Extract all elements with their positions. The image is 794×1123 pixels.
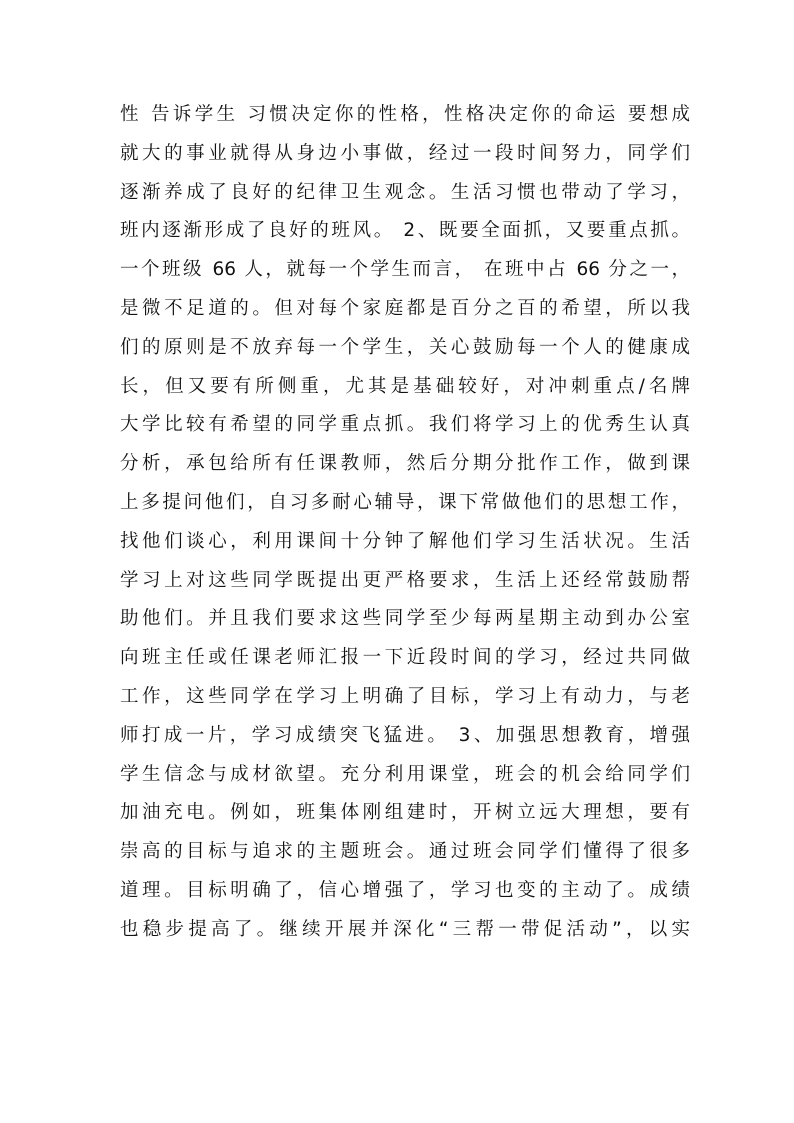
text-line: 崇高的目标与追求的主题班会。通过班会同学们懂得了很多 xyxy=(120,841,690,863)
text-line: 道理。目标明确了，信心增强了，学习也变的主动了。成绩 xyxy=(120,879,690,901)
text-line: 一个班级 66 人，就每一个学生而言， 在班中占 66 分之一， xyxy=(120,259,690,281)
text-line: 逐渐养成了良好的纪律卫生观念。生活习惯也带动了学习， xyxy=(120,181,690,203)
text-line: 大学比较有希望的同学重点抓。我们将学习上的优秀生认真 xyxy=(120,414,690,436)
text-line: 也稳步提高了。继续开展并深化“三帮一带促活动”，以实 xyxy=(120,918,690,940)
text-line: 工作，这些同学在学习上明确了目标，学习上有动力，与老 xyxy=(120,685,690,707)
text-line: 班内逐渐形成了良好的班风。 2、既要全面抓，又要重点抓。 xyxy=(120,220,690,242)
text-line: 找他们谈心，利用课间十分钟了解他们学习生活状况。生活 xyxy=(120,530,690,552)
text-line: 向班主任或任课老师汇报一下近段时间的学习，经过共同做 xyxy=(120,647,690,669)
text-line: 学习上对这些同学既提出更严格要求，生活上还经常鼓励帮 xyxy=(120,569,690,591)
text-line: 们的原则是不放弃每一个学生，关心鼓励每一个人的健康成 xyxy=(120,336,690,358)
text-line: 师打成一片，学习成绩突飞猛进。 3、加强思想教育，增强 xyxy=(120,724,690,746)
text-line: 学生信念与成材欲望。充分利用课堂，班会的机会给同学们 xyxy=(120,763,690,785)
text-line: 长，但又要有所侧重，尤其是基础较好，对冲刺重点/名牌 xyxy=(120,375,690,397)
text-line: 性 告诉学生 习惯决定你的性格，性格决定你的命运 要想成 xyxy=(120,104,690,125)
text-line: 加油充电。例如，班集体刚组建时，开树立远大理想，要有 xyxy=(120,802,690,824)
text-line: 是微不足道的。但对每个家庭都是百分之百的希望，所以我 xyxy=(120,297,690,319)
text-line: 助他们。并且我们要求这些同学至少每两星期主动到办公室 xyxy=(120,608,690,630)
text-line: 就大的事业就得从身边小事做，经过一段时间努力，同学们 xyxy=(120,142,690,164)
body-text xyxy=(120,96,690,950)
text-line: 上多提问他们，自习多耐心辅导，课下常做他们的思想工作， xyxy=(120,491,690,513)
text-line: 分析，承包给所有任课教师，然后分期分批作工作，做到课 xyxy=(120,453,690,475)
